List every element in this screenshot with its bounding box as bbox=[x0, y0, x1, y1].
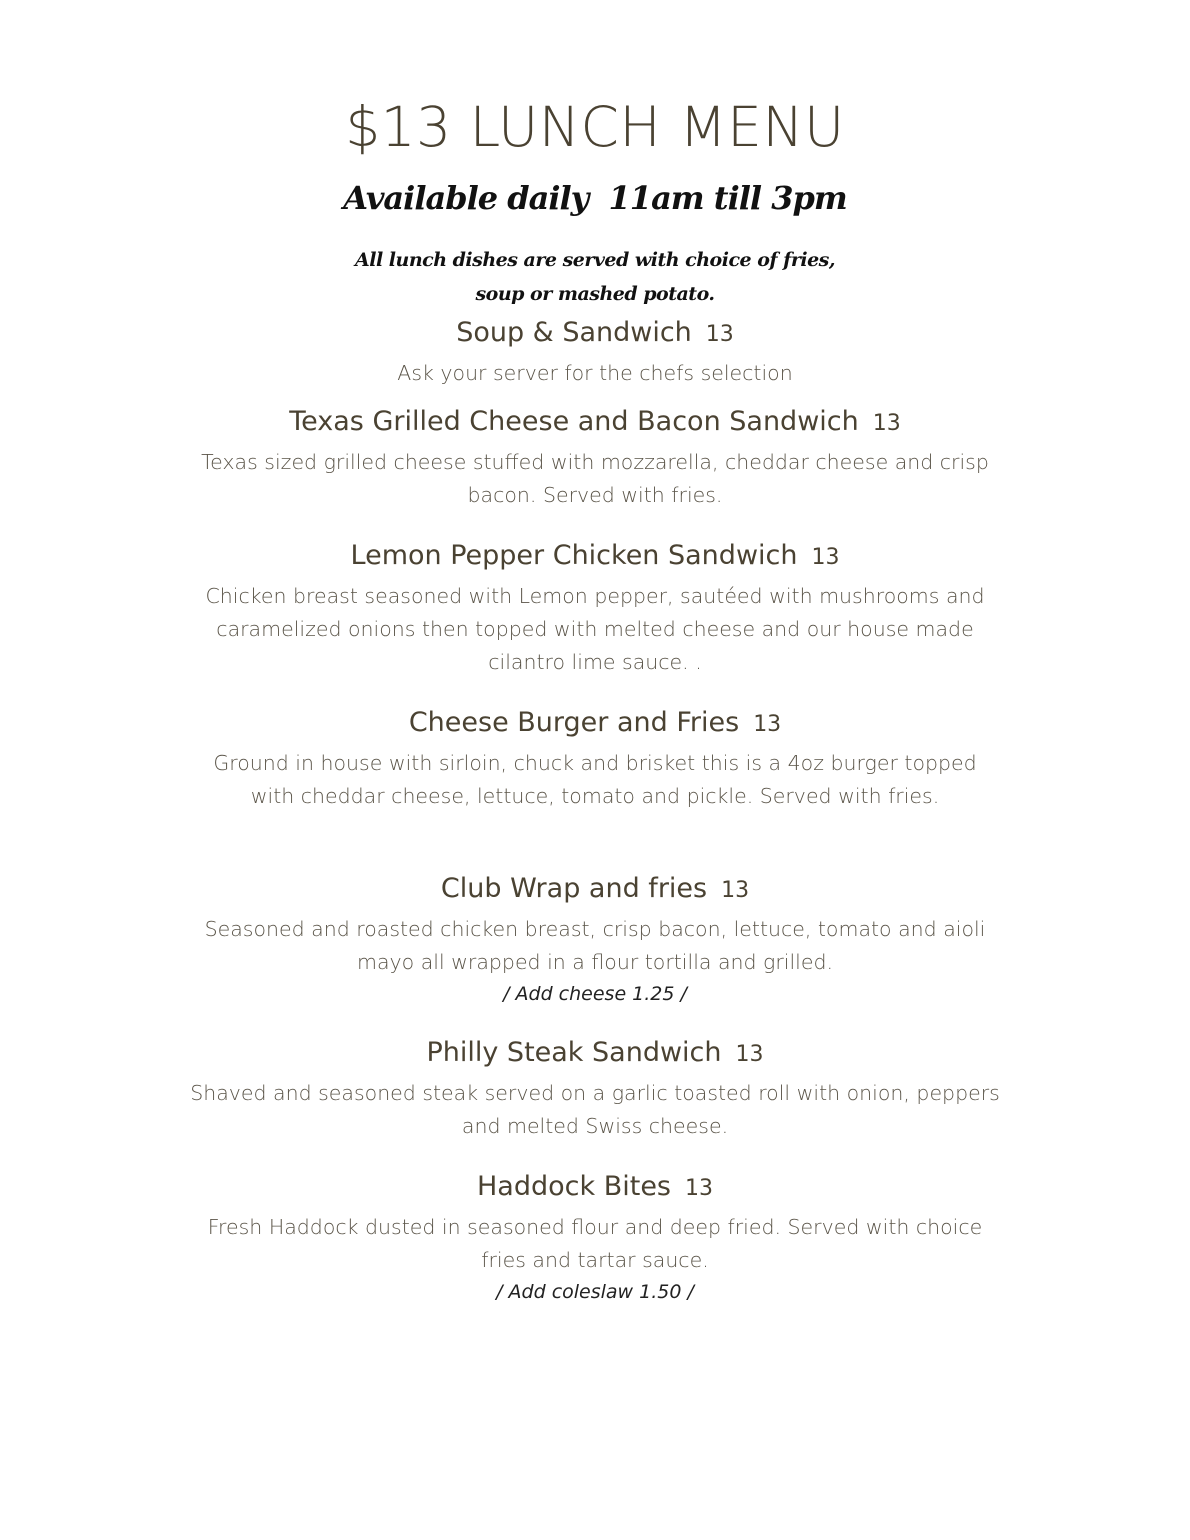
menu-item-heading bbox=[190, 1167, 1000, 1209]
menu-item-price: 13 bbox=[721, 878, 750, 903]
menu-item-price: 13 bbox=[685, 1176, 713, 1201]
menu-item bbox=[190, 703, 1000, 813]
menu-item bbox=[190, 313, 1000, 390]
availability-subtitle: Available daily 11am till 3pm bbox=[343, 179, 847, 217]
menu-item-name: Lemon Pepper Chicken Sandwich bbox=[350, 540, 798, 571]
menu-item-heading bbox=[190, 402, 1000, 444]
menu-item bbox=[190, 869, 1000, 1009]
menu-item-name: Soup & Sandwich bbox=[456, 317, 692, 348]
menu-item-description: Texas sized grilled cheese stuffed with mozzarella, cheddar cheese and crisp bacon. Served with fries. bbox=[201, 450, 989, 507]
menu-title: $13 LUNCH MENU bbox=[345, 95, 845, 159]
menu-item-price: 13 bbox=[735, 1042, 764, 1067]
menu-item-heading bbox=[190, 1033, 1000, 1075]
sides-note-line-2: soup or mashed potato. bbox=[475, 283, 715, 305]
menu-item-price: 13 bbox=[753, 712, 782, 737]
menu-item bbox=[190, 1167, 1000, 1307]
menu-item-description: Fresh Haddock dusted in seasoned flour and deep fried. Served with choice fries and tartar sauce. bbox=[207, 1215, 983, 1272]
menu-item-description: Ground in house with sirloin, chuck and brisket this is a 4oz burger topped with cheddar cheese, lettuce, tomato and pickle. Served with fries. bbox=[213, 751, 977, 808]
menu-item bbox=[190, 402, 1000, 512]
menu-item-price: 13 bbox=[705, 322, 734, 347]
menu-item-description: Shaved and seasoned steak served on a garlic toasted roll with onion, peppers and melted Swiss cheese. bbox=[190, 1081, 1000, 1138]
menu-item-name: Cheese Burger and Fries bbox=[408, 707, 740, 738]
menu-item-heading bbox=[190, 869, 1000, 911]
menu-item-addon: / Add cheese 1.25 / bbox=[503, 983, 687, 1005]
menu-item-description: Ask your server for the chefs selection bbox=[397, 361, 793, 385]
sides-note bbox=[0, 243, 1190, 311]
menu-item-name: Haddock Bites bbox=[477, 1171, 671, 1202]
menu-item bbox=[190, 536, 1000, 679]
menu-item-price: 13 bbox=[872, 411, 901, 436]
menu-item bbox=[190, 1033, 1000, 1143]
menu-item-name: Texas Grilled Cheese and Bacon Sandwich bbox=[289, 406, 859, 437]
menu-item-heading bbox=[190, 703, 1000, 745]
sides-note-line-1: All lunch dishes are served with choice of fries, bbox=[355, 249, 835, 271]
menu-item-addon: / Add coleslaw 1.50 / bbox=[496, 1281, 694, 1303]
menu-item-description: Seasoned and roasted chicken breast, crisp bacon, lettuce, tomato and aioli mayo all wrapped in a flour tortilla and grilled. bbox=[204, 917, 986, 974]
menu-item-heading bbox=[190, 313, 1000, 355]
menu-item-heading bbox=[190, 536, 1000, 578]
menu-item-description: Chicken breast seasoned with Lemon pepper, sautéed with mushrooms and caramelized onions then topped with melted cheese and our house made cilantro lime sauce. . bbox=[205, 584, 985, 674]
menu-item-name: Philly Steak Sandwich bbox=[426, 1037, 722, 1068]
menu-item-price: 13 bbox=[811, 545, 840, 570]
menu-item-name: Club Wrap and fries bbox=[440, 873, 708, 904]
